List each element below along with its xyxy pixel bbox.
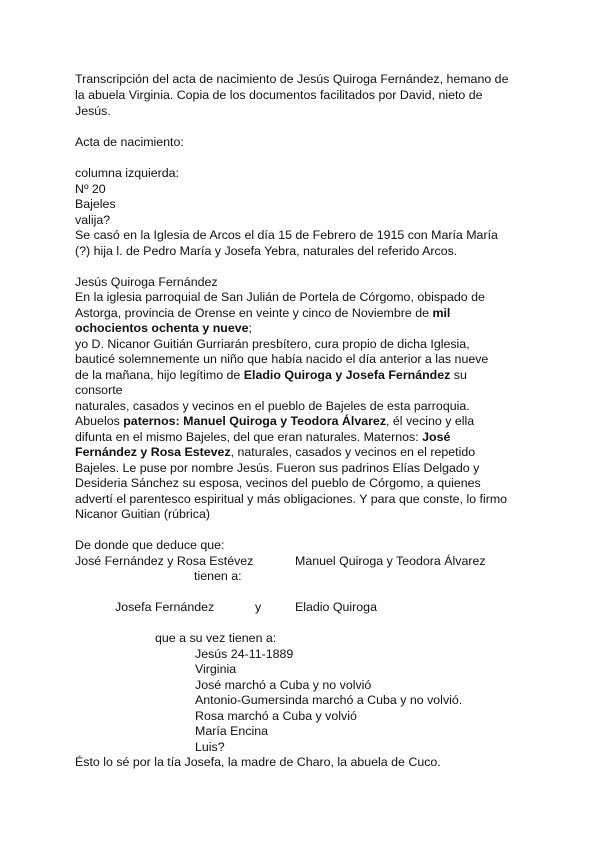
tienen-a-label: tienen a: xyxy=(194,569,242,583)
record-place: Bajeles xyxy=(75,197,116,211)
father-name: Eladio Quiroga xyxy=(295,600,377,614)
maternal-grandparents: José Fernández y Rosa Estévez xyxy=(75,554,254,568)
deduction-heading: De donde que deduce que: xyxy=(75,538,225,552)
child-item: Virginia xyxy=(195,662,237,676)
left-column-heading: columna izquierda: xyxy=(75,166,180,180)
record-line: En la iglesia parroquial de San Julián de Portela de Córgomo, obispado de xyxy=(75,290,485,304)
record-line: de la mañana, hijo legítimo de Eladio Quiroga y Josefa Fernández su xyxy=(75,368,467,382)
record-line: advertí el parentesco espiritual y más obligaciones. Y para que conste, lo firmo xyxy=(75,492,508,506)
child-item: Jesús 24-11-1889 xyxy=(195,647,294,661)
child-item: María Encina xyxy=(195,724,269,738)
mother-name: Josefa Fernández xyxy=(115,600,215,614)
record-line: Astorga, provincia de Orense en veinte y cinco de Noviembre de mil xyxy=(75,306,451,320)
que-a-su-vez-label: que a su vez tienen a: xyxy=(155,631,277,645)
intro-line: Transcripción del acta de nacimiento de Jesús Quiroga Fernández, hemano de xyxy=(75,72,509,86)
paternal-grandparents: Manuel Quiroga y Teodora Álvarez xyxy=(295,554,486,568)
record-line: consorte xyxy=(75,383,123,397)
record-line: Bajeles. Le puse por nombre Jesús. Fueron sus padrinos Elías Delgado y xyxy=(75,461,480,475)
record-line: Abuelos paternos: Manuel Quiroga y Teodora Álvarez, él vecino y ella xyxy=(75,414,475,428)
record-line: yo D. Nicanor Guitián Gurriarán presbítero, cura propio de dicha Iglesia, xyxy=(75,337,470,351)
child-item: Antonio-Gumersinda marchó a Cuba y no volvió. xyxy=(195,693,463,707)
child-item: Luis? xyxy=(195,740,225,754)
intro-line: la abuela Virginia. Copia de los documentos facilitados por David, nieto de xyxy=(75,88,483,102)
acta-heading: Acta de nacimiento: xyxy=(75,135,184,149)
child-item: José marchó a Cuba y no volvió xyxy=(195,678,372,692)
intro-line: Jesús. xyxy=(75,104,111,118)
and-connector: y xyxy=(255,600,262,614)
child-item: Rosa marchó a Cuba y volvió xyxy=(195,709,357,723)
marriage-line: (?) hija l. de Pedro María y Josefa Yebra, naturales del referido Arcos. xyxy=(75,244,458,258)
record-note: valija? xyxy=(75,213,111,227)
record-line: ochocientos ochenta y nueve; xyxy=(75,321,252,335)
marriage-line: Se casó en la Iglesia de Arcos el día 15 de Febrero de 1915 con María María xyxy=(75,228,498,242)
record-line: naturales, casados y vecinos en el pueblo de Bajeles de esta parroquia. xyxy=(75,399,470,413)
record-line: bauticé solemnemente un niño que había nacido el día anterior a las nueve xyxy=(75,352,489,366)
record-line: Fernández y Rosa Estevez, naturales, casados y vecinos en el repetido xyxy=(75,445,476,459)
record-line: difunta en el mismo Bajeles, del que eran naturales. Maternos: José xyxy=(75,430,451,444)
closing-note: Ésto lo sé por la tía Josefa, la madre de Charo, la abuela de Cuco. xyxy=(75,755,441,769)
record-signature: Nicanor Guitian (rúbrica) xyxy=(75,507,210,521)
record-number: Nº 20 xyxy=(75,182,106,196)
record-line: Desideria Sánchez su esposa, vecinos del pueblo de Córgomo, a quienes xyxy=(75,476,481,490)
record-name: Jesús Quiroga Fernández xyxy=(75,275,218,289)
